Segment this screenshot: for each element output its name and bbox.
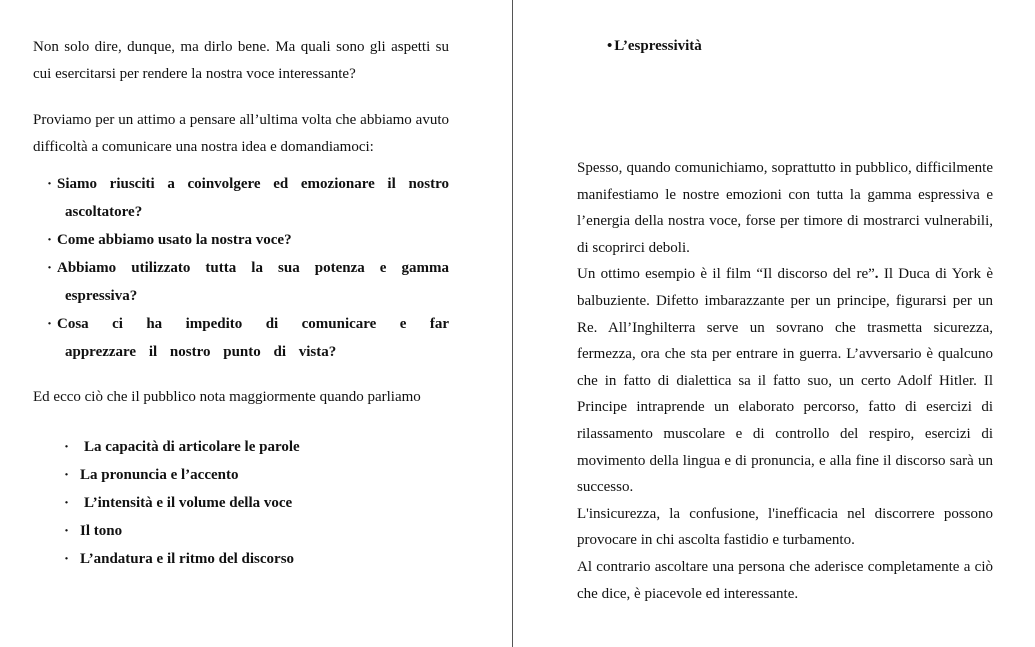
question-text: Cosa ci ha impedito di comunicare e far apprezzare il nostro punto di vista?: [57, 316, 449, 360]
bullet-icon: •: [607, 38, 613, 54]
paragraph-4: Al contrario ascoltare una persona che aderisce completamente a ciò che dice, è piacevole ed interessante.: [577, 558, 993, 602]
paragraph-2: [577, 261, 993, 500]
intro-paragraph: Non solo dire, dunque, ma dirlo bene. Ma quali sono gli aspetti su cui esercitarsi per rendere la nostra voce interessante?: [33, 39, 449, 82]
observations-list: [33, 433, 449, 573]
right-page-body: [577, 155, 993, 607]
questions-list: [33, 170, 449, 366]
third-paragraph: Ed ecco ciò che il pubblico nota maggiormente quando parliamo: [33, 389, 421, 405]
left-page: [33, 34, 449, 573]
bullet-icon: ·: [47, 176, 53, 192]
observation-text: La capacità di articolare le parole: [84, 438, 300, 455]
page-divider: [512, 0, 513, 647]
observation-text: La pronuncia e l’accento: [80, 466, 239, 483]
observation-text: L’andatura e il ritmo del discorso: [80, 550, 295, 567]
second-paragraph: Proviamo per un attimo a pensare all’ultima volta che abbiamo avuto difficoltà a comunicare una nostra idea e domandiamoci:: [33, 112, 449, 155]
section-heading: [607, 36, 702, 56]
bullet-icon: ·: [64, 494, 70, 511]
question-item: [33, 254, 449, 310]
observation-item: [33, 489, 449, 517]
question-item: [33, 310, 449, 366]
bullet-icon: ·: [64, 522, 70, 539]
observation-text: L’intensità e il volume della voce: [84, 494, 293, 511]
bullet-icon: ·: [64, 438, 70, 455]
bullet-icon: ·: [64, 550, 70, 567]
question-item: [33, 170, 449, 226]
question-text: Siamo riusciti a coinvolgere ed emozionare il nostro ascoltatore?: [57, 176, 449, 220]
question-item: [33, 226, 449, 254]
paragraph-2-rest: Il Duca di York è balbuziente. Difetto imbarazzante per un principe, figurarsi per un Re. All’Inghilterra serve un sovrano che trasmetta sicurezza, fermezza, ora che sta per entrare in guerra. L’avversario è qualcuno che in fatto di dialettica sa il fatto suo, un certo Adolf Hitler. Il Principe intraprende un elaborato percorso, fatto di esercizi di rilassamento muscolare e di controllo del respiro, esercizi di movimento della lingua e di pronuncia, e alla fine il discorso sarà un successo.: [577, 266, 993, 496]
bullet-icon: ·: [47, 260, 53, 276]
observation-item: [33, 517, 449, 545]
question-text: Abbiamo utilizzato tutta la sua potenza e gamma espressiva?: [57, 260, 449, 304]
heading-text: L’espressività: [614, 38, 702, 54]
paragraph-2-bold-period: .: [874, 266, 879, 283]
bullet-icon: ·: [47, 232, 53, 248]
observation-item: [33, 461, 449, 489]
paragraph-1: Spesso, quando comunichiamo, soprattutto in pubblico, difficilmente manifestiamo le nostre emozioni con tutta la gamma espressiva e l’energia della nostra voce, forse per timore di mostrarci vulnerabili, di scoprirci deboli.: [577, 160, 993, 256]
question-text: Come abbiamo usato la nostra voce?: [57, 232, 292, 248]
observation-item: [33, 545, 449, 573]
observation-item: [33, 433, 449, 461]
bullet-icon: ·: [47, 316, 53, 332]
paragraph-3: L'insicurezza, la confusione, l'inefficacia nel discorrere possono provocare in chi ascolta fastidio e turbamento.: [577, 505, 993, 549]
bullet-icon: ·: [64, 466, 70, 483]
observation-text: Il tono: [80, 522, 123, 539]
paragraph-2-start: Un ottimo esempio è il film “Il discorso del re”: [577, 266, 875, 283]
